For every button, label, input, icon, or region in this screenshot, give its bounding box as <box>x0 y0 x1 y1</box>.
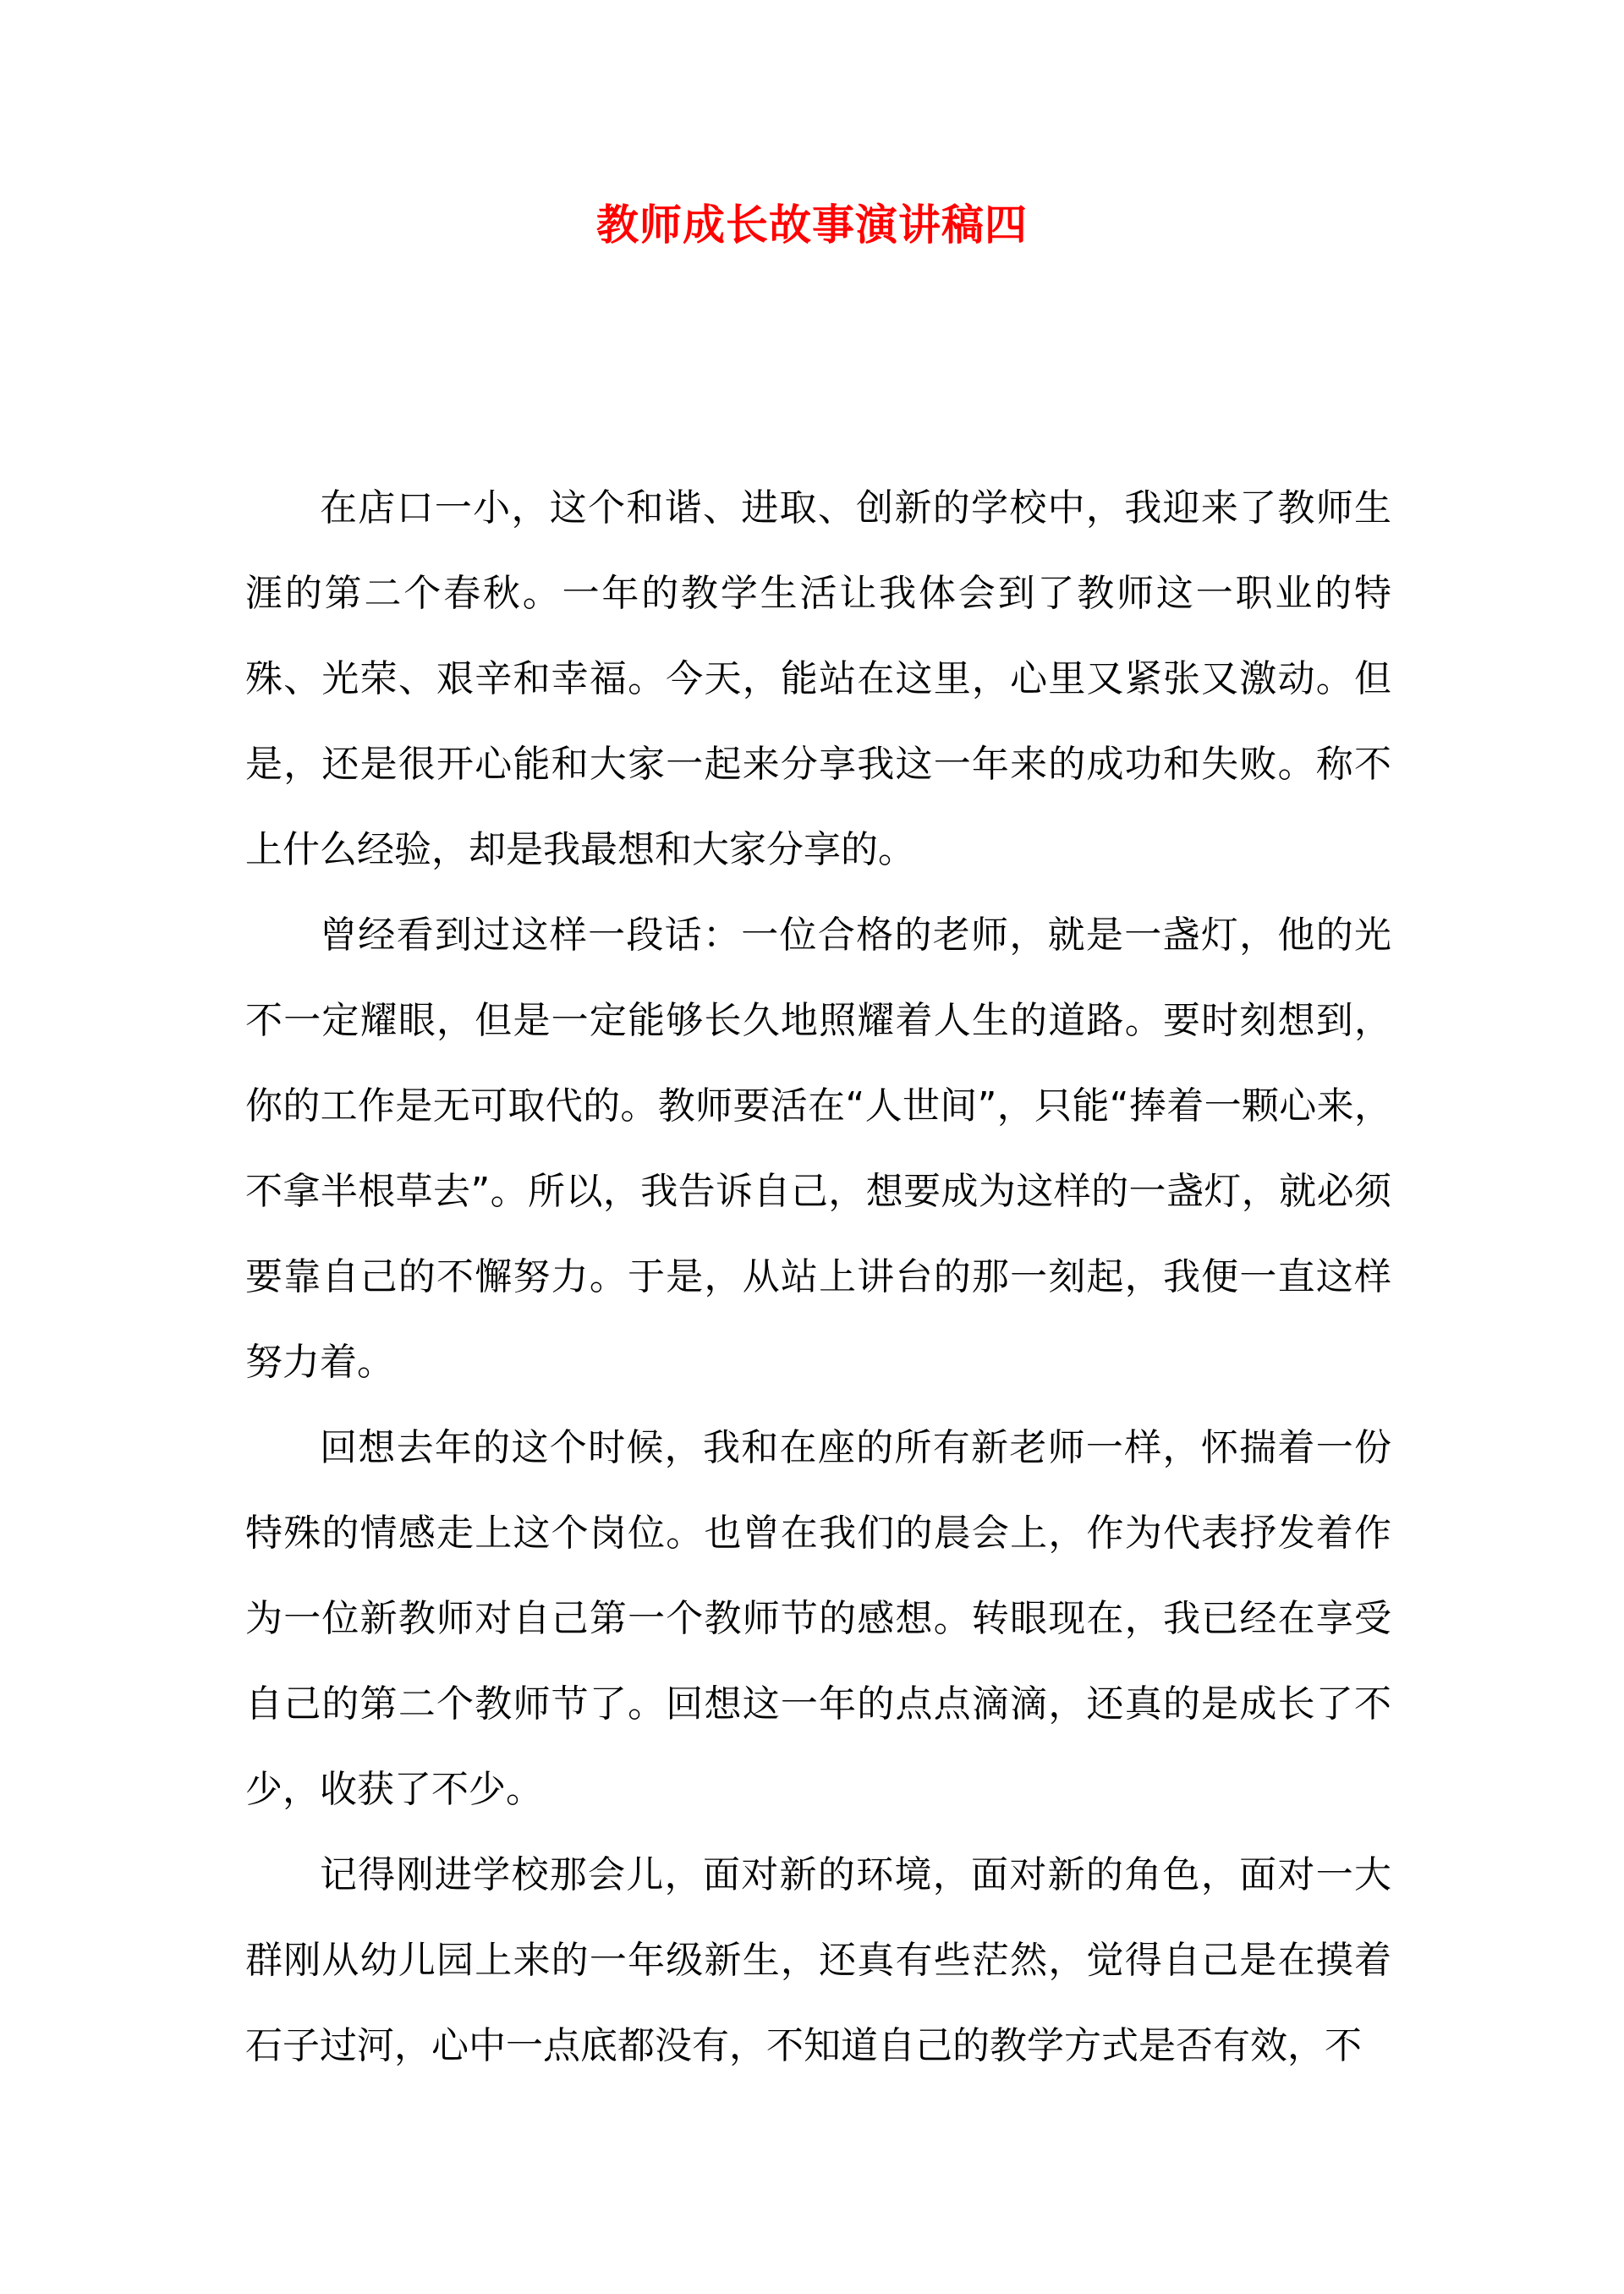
paragraph-2: 曾经看到过这样一段话：一位合格的老师，就是一盏灯，他的光不一定耀眼，但是一定能够长久地照耀着人生的道路。要时刻想到，你的工作是无可取代的。教师要活在“人世间”，只能“捧着一颗心来，不拿半根草去”。所以，我告诉自己，想要成为这样的一盏灯，就必须要靠自己的不懈努力。于是，从站上讲台的那一刻起，我便一直这样努力着。 <box>245 914 1391 1384</box>
paragraph-4: 记得刚进学校那会儿，面对新的环境，面对新的角色，面对一大群刚从幼儿园上来的一年级新生，还真有些茫然，觉得自己是在摸着石子过河，心中一点底都没有，不知道自己的教学方式是否有效，不 <box>245 1853 1391 2067</box>
document-title: 教师成长故事演讲稿四 <box>596 200 1028 250</box>
paragraph-1: 在店口一小，这个和谐、进取、创新的学校中，我迎来了教师生涯的第二个春秋。一年的教学生活让我体会到了教师这一职业的特殊、光荣、艰辛和幸福。今天，能站在这里，心里又紧张又激动。但是，还是很开心能和大家一起来分享我这一年来的成功和失败。称不上什么经验，却是我最想和大家分享的。 <box>245 486 1391 871</box>
document-body <box>245 465 1391 2088</box>
paragraph-3: 回想去年的这个时候，我和在座的所有新老师一样，怀揣着一份特殊的情感走上这个岗位。也曾在我们的晨会上，作为代表抒发着作为一位新教师对自己第一个教师节的感想。转眼现在，我已经在享受自己的第二个教师节了。回想这一年的点点滴滴，还真的是成长了不少，收获了不少。 <box>245 1426 1391 1811</box>
